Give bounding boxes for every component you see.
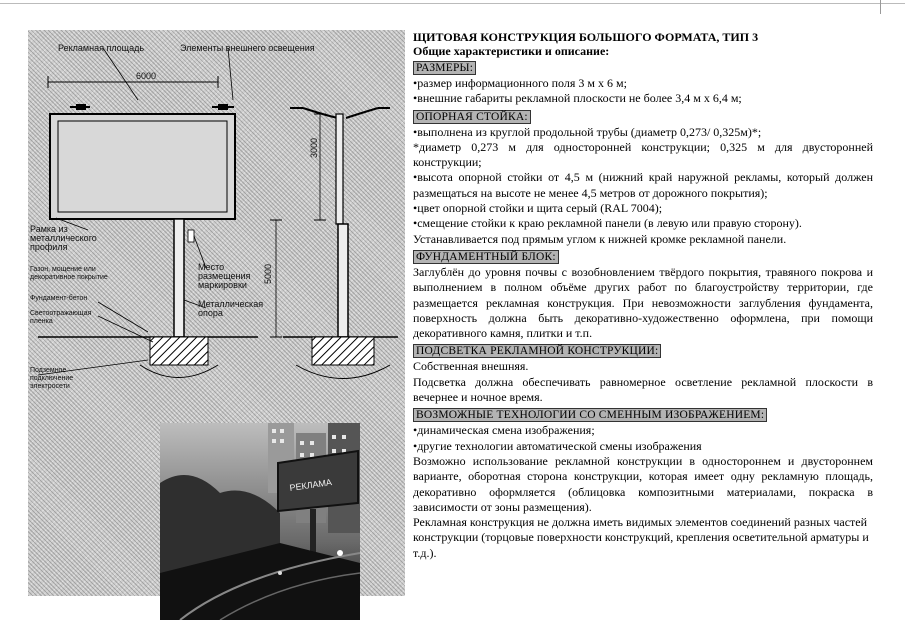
label-dim-height: 3000 — [309, 137, 319, 158]
section-line: Заглублён до уровня почвы с возобновлением твёрдого покрытия, травяного покрова и выполнением в полном объёме других работ по благоустройству территории, где размещается рекламная конструкция. При невозможности заглубления фундамента, поверхность должна быть декоративно-художественно оформлена, при помощи декоративного камня, плитки и т.п. — [413, 264, 873, 341]
page-edge-right — [880, 0, 881, 14]
section-support — [413, 107, 873, 247]
page-title: ЩИТОВАЯ КОНСТРУКЦИЯ БОЛЬШОГО ФОРМАТА, ТИП 3 — [413, 30, 759, 44]
photo-sign-text: РЕКЛАМА — [288, 477, 333, 493]
label-marking-place: Место размещения маркировки — [198, 262, 251, 290]
section-heading: РАЗМЕРЫ: — [413, 61, 476, 75]
label-ad-area: Рекламная площадь — [58, 43, 145, 53]
section-sizes — [413, 58, 873, 107]
section-line: Устанавливается под прямым углом к нижней кромке рекламной панели. — [413, 231, 787, 246]
technical-diagram — [28, 30, 405, 596]
section-line: Подсветка должна обеспечивать равномерное осветление рекламной плоскости в вечернее и ночное время. — [413, 374, 873, 405]
label-metal-support: Металлическая опора — [198, 299, 264, 318]
label-lawn: Газон, мощение или декоративное покрытие — [30, 266, 108, 281]
photo-drawing — [160, 423, 360, 620]
label-reflective-film: Светоотражающая пленка — [30, 310, 92, 325]
section-line: •размер информационного поля 3 м х 6 м; — [413, 76, 627, 90]
label-dim-pole: 5000 — [263, 263, 273, 284]
section-heading: ФУНДАМЕНТНЫЙ БЛОК: — [413, 250, 559, 264]
section-line: •цвет опорной стойки и щита серый (RAL 7004); — [413, 201, 663, 216]
billboard-photo — [160, 423, 360, 620]
description-panel — [413, 30, 873, 561]
section-line: •смещение стойки к краю рекламной панели (в левую или правую сторону). — [413, 216, 802, 231]
section-line: *диаметр 0,273 м для односторонней конструкции; 0,325 м для двусторонней конструкции; — [413, 139, 873, 170]
section-line: •высота опорной стойки от 4,5 м (нижний край наружной рекламы, который должен размещаться на высоте не менее 4,5 метров от дорожного покрытия); — [413, 170, 873, 200]
section-foundation — [413, 247, 873, 341]
section-line: Рекламная конструкция не должна иметь видимых элементов соединений разных частей конструкции (торцовые поверхности конструкций, крепления осветительной арматуры и т.д.). — [413, 515, 869, 560]
section-line: •другие технологии автоматической смены изображения — [413, 438, 702, 453]
label-lighting: Элементы внешнего освещения — [180, 43, 315, 53]
section-line: •выполнена из круглой продольной трубы (диаметр 0,273/ 0,325м)*; — [413, 124, 762, 139]
section-line: •динамическая смена изображения; — [413, 423, 595, 438]
section-heading: ВОЗМОЖНЫЕ ТЕХНОЛОГИИ СО СМЕННЫМ ИЗОБРАЖЕНИЕМ: — [413, 408, 767, 422]
section-lighting — [413, 341, 873, 405]
label-frame: Рамка из металлического профиля — [30, 224, 97, 252]
label-underground: Подземное подключение электросети — [30, 367, 74, 390]
page-subtitle: Общие характеристики и описание: — [413, 44, 610, 58]
section-line: Возможно использование рекламной конструкции в одностороннем и двустороннем варианте, оборотная сторона конструкции, которая имеет одну рекламную площадь, декоративно оформляется (облицовка композитными материалами, покраска в зависимости от зоны размещения). — [413, 453, 873, 514]
section-technologies — [413, 405, 873, 561]
section-heading: ОПОРНАЯ СТОЙКА: — [413, 110, 531, 124]
label-dim-width: 6000 — [136, 71, 157, 81]
page-edge-top — [0, 3, 905, 4]
section-heading: ПОДСВЕТКА РЕКЛАМНОЙ КОНСТРУКЦИИ: — [413, 344, 661, 358]
section-line: •внешние габариты рекламной плоскости не более 3,4 м х 6,4 м; — [413, 91, 742, 106]
label-foundation: Фундамент-бетон — [30, 295, 88, 302]
section-line: Собственная внешняя. — [413, 359, 529, 374]
